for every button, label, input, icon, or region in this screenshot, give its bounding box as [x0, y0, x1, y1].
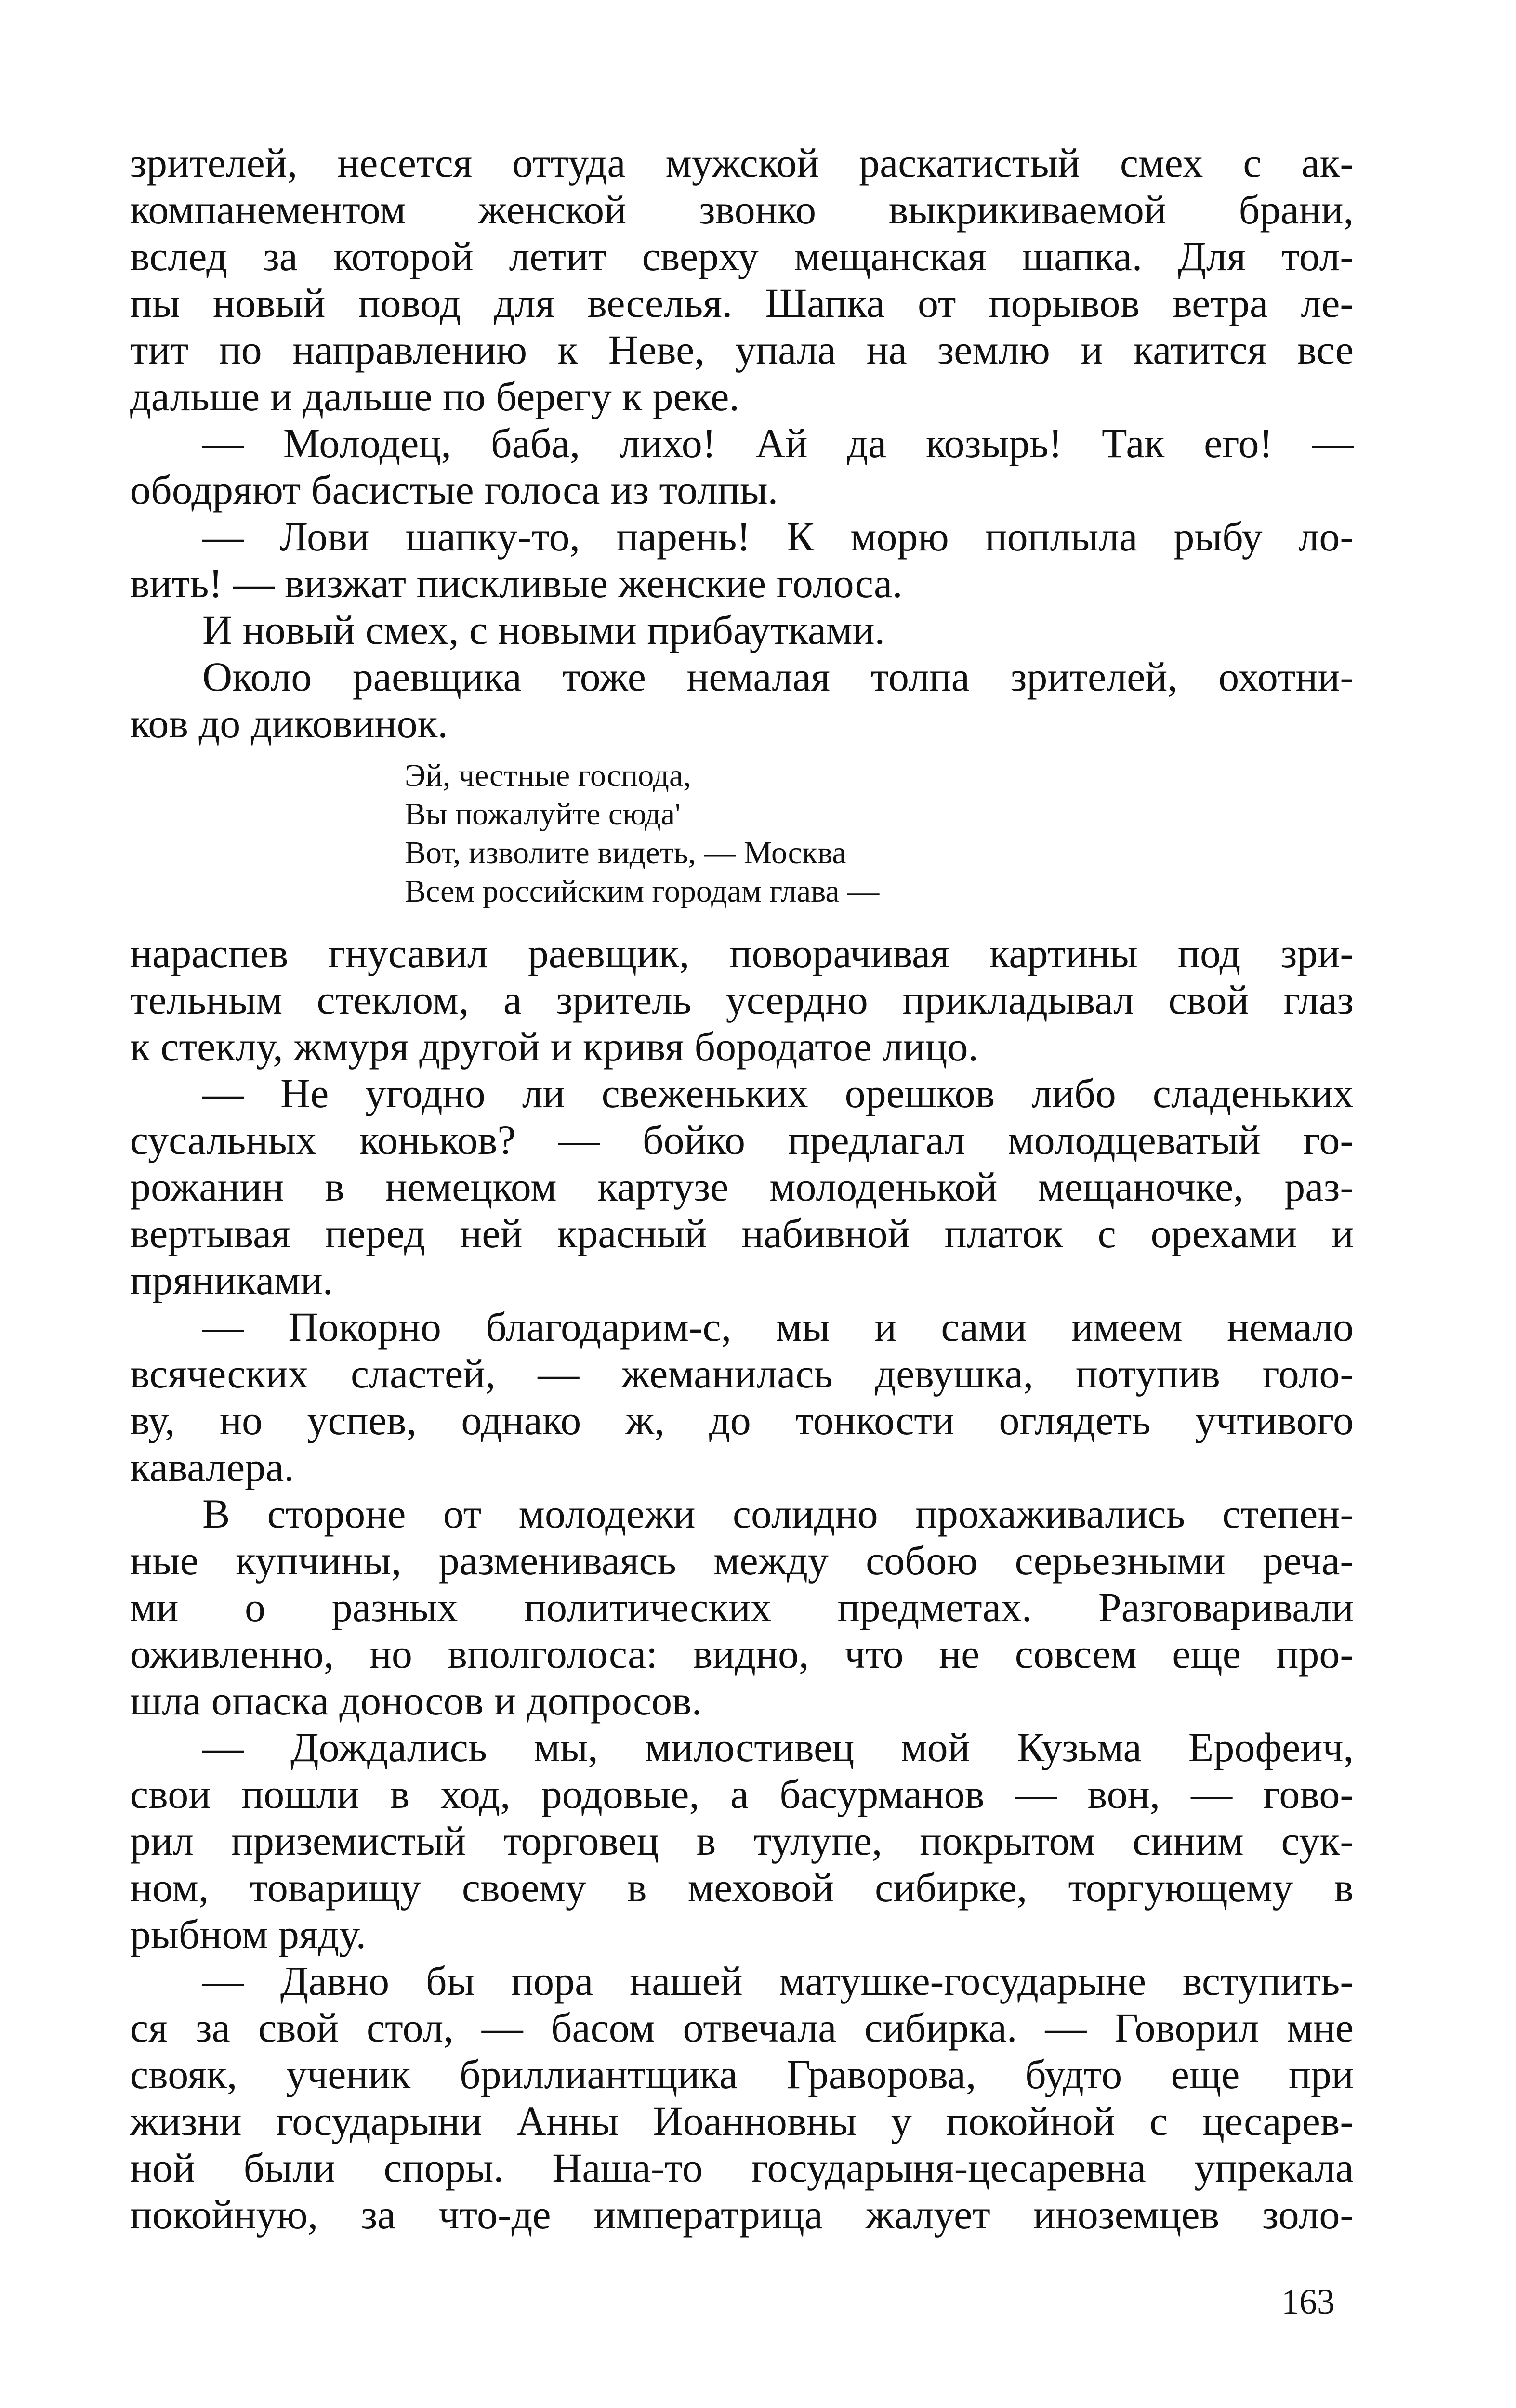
text-line: свои пошли в ход, родовые, а басурманов — вон, — гово-: [130, 1771, 1354, 1817]
text-line: вить! — визжат пискливые женские голоса.: [130, 560, 903, 606]
book-page: [130, 140, 1354, 2238]
text-line: ные купчины, размениваясь между собою серьезными реча-: [130, 1537, 1354, 1584]
page-number: 163: [1281, 2282, 1335, 2322]
text-block-before-poem: [130, 140, 1354, 747]
text-line: кавалера.: [130, 1444, 294, 1490]
text-line: ми о разных политических предметах. Разговаривали: [130, 1584, 1354, 1630]
text-line: тит по направлению к Неве, упала на землю и катится все: [130, 327, 1354, 373]
text-line: нараспев гнусавил раевщик, поворачивая картины под зри-: [130, 930, 1354, 976]
text-line: ву, но успев, однако ж, до тонкости оглядеть учтивого: [130, 1397, 1354, 1443]
text-line: — Покорно благодарим-с, мы и сами имеем немало: [202, 1304, 1354, 1350]
text-line: Около раевщика тоже немалая толпа зрителей, охотни-: [202, 654, 1354, 700]
text-line: дальше и дальше по берегу к реке.: [130, 373, 739, 419]
text-line: ном, товарищу своему в меховой сибирке, торгующему в: [130, 1864, 1354, 1911]
text-line: компанементом женской звонко выкрикиваемой брани,: [130, 186, 1354, 233]
text-line: тельным стеклом, а зритель усердно прикладывал свой глаз: [130, 977, 1354, 1023]
text-line: ся за свой стол, — басом отвечала сибирка. — Говорил мне: [130, 2004, 1354, 2051]
text-line: — Давно бы пора нашей матушке-государыне вступить-: [202, 1958, 1354, 2004]
text-line: к стеклу, жмуря другой и кривя бородатое лицо.: [130, 1023, 978, 1070]
text-block-after-poem: [130, 930, 1354, 2238]
poem-line: Всем российским городам глава —: [405, 874, 880, 909]
poem-line: Эй, честные господа,: [405, 758, 691, 793]
text-line: В стороне от молодежи солидно прохаживались степен-: [202, 1491, 1354, 1537]
text-line: — Дождались мы, милостивец мой Кузьма Ерофеич,: [202, 1724, 1354, 1770]
text-line: сусальных коньков? — бойко предлагал молодцеватый го-: [130, 1117, 1354, 1163]
text-line: — Лови шапку-то, парень! К морю поплыла рыбу ло-: [202, 513, 1354, 560]
text-line: всяческих сластей, — жеманилась девушка, потупив голо-: [130, 1350, 1354, 1397]
text-line: пы новый повод для веселья. Шапка от порывов ветра ле-: [130, 280, 1354, 326]
text-line: вслед за которой летит сверху мещанская шапка. Для тол-: [130, 233, 1354, 279]
text-line: покойную, за что-де императрица жалует иноземцев золо-: [130, 2191, 1354, 2238]
text-line: рожанин в немецком картузе молоденькой мещаночке, раз-: [130, 1164, 1354, 1210]
text-line: рил приземистый торговец в тулупе, покрытом синим сук-: [130, 1818, 1354, 1864]
text-line: ной были споры. Наша-то государыня-цесаревна упрекала: [130, 2145, 1354, 2191]
text-line: жизни государыни Анны Иоанновны у покойной с цесарев-: [130, 2098, 1354, 2144]
poem-line: Вы пожалуйте сюда': [405, 797, 681, 832]
text-line: ков до диковинок.: [130, 700, 448, 746]
text-line: ободряют басистые голоса из толпы.: [130, 467, 778, 513]
text-line: И новый смех, с новыми прибаутками.: [202, 607, 885, 653]
poem-line: Вот, изволите видеть, — Москва: [405, 835, 846, 870]
poem-block: [130, 757, 1354, 911]
text-line: — Не угодно ли свеженьких орешков либо сладеньких: [202, 1070, 1354, 1116]
text-line: шла опаска доносов и допросов.: [130, 1677, 702, 1724]
text-line: рыбном ряду.: [130, 1911, 367, 1957]
text-line: вертывая перед ней красный набивной платок с орехами и: [130, 1210, 1354, 1256]
text-line: оживленно, но вполголоса: видно, что не совсем еще про-: [130, 1631, 1354, 1677]
text-line: зрителей, несется оттуда мужской раскатистый смех с ак-: [130, 140, 1354, 186]
text-line: — Молодец, баба, лихо! Ай да козырь! Так его! —: [202, 420, 1354, 466]
text-line: свояк, ученик бриллиантщика Граворова, будто еще при: [130, 2051, 1354, 2097]
text-line: пряниками.: [130, 1257, 333, 1303]
